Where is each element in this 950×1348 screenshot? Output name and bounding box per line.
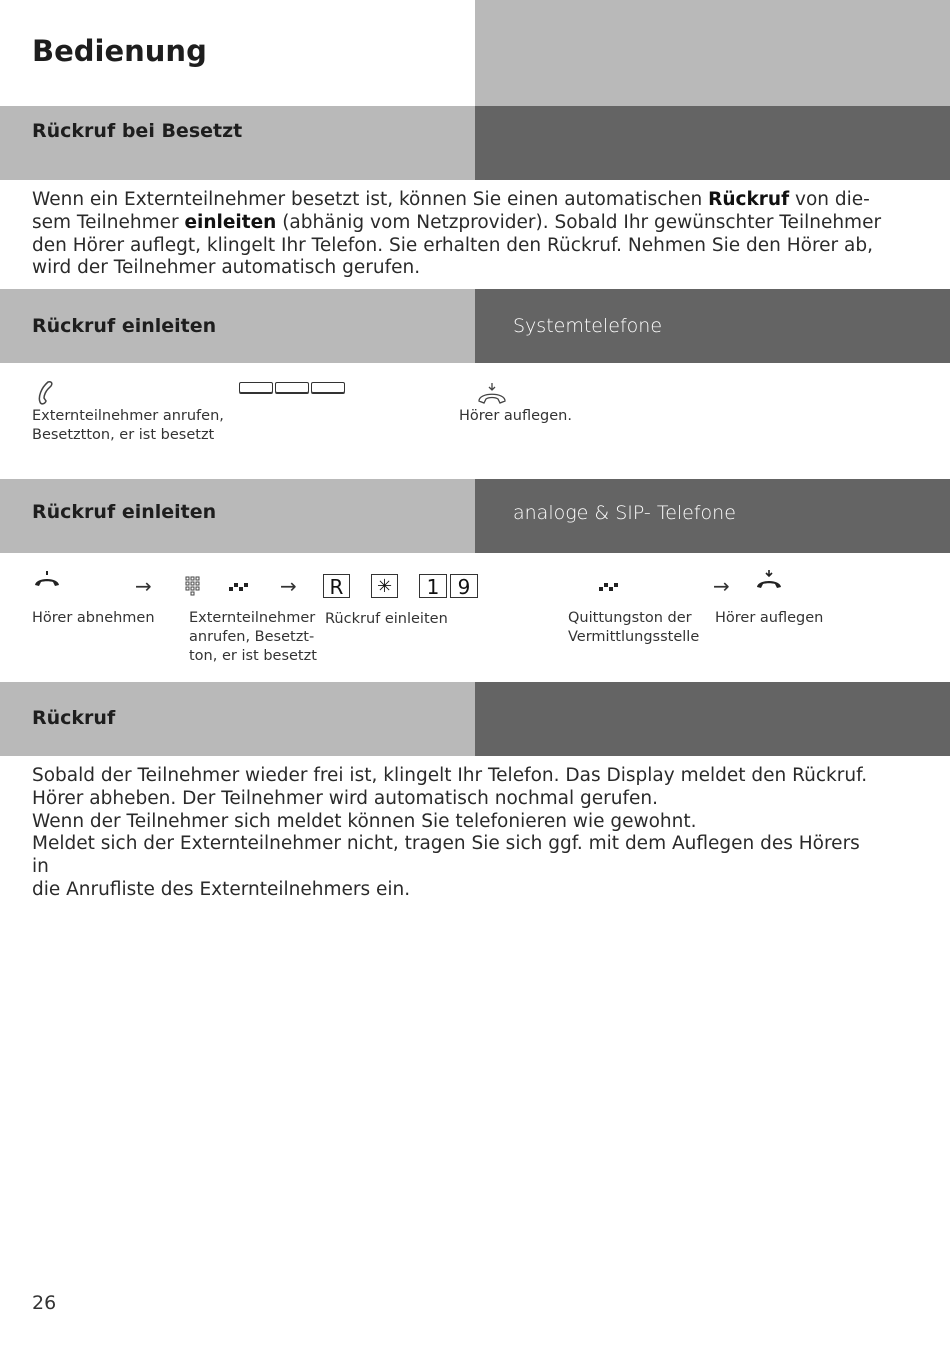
paragraph-line: Wenn der Teilnehmer sich meldet können Sie telefonieren wie gewohnt. (32, 810, 697, 832)
arrow-icon: → (135, 574, 152, 598)
section-bar-right (475, 682, 950, 756)
intro-line: den Hörer auflegt, klingelt Ihr Telefon. Sie erhalten den Rückruf. Nehmen Sie den Hörer ab, (32, 234, 874, 256)
softkey-icon (239, 382, 273, 393)
key-r: R (323, 574, 350, 598)
section-bar-right (475, 106, 950, 180)
caption-line: Externteilnehmer (189, 610, 316, 626)
keypad-icon (185, 576, 201, 596)
section-heading-rueckruf: Rückruf (32, 707, 116, 729)
paragraph-line: Sobald der Teilnehmer wieder frei ist, klingelt Ihr Telefon. Das Display meldet den Rückruf. (32, 765, 868, 786)
section-heading-besetzt: Rückruf bei Besetzt (32, 120, 243, 142)
softkey-icon (311, 382, 345, 393)
intro-text: (abhänig vom Netzprovider). Sobald Ihr gewünschter Teilnehmer (276, 211, 882, 233)
softkey-bar-icon (239, 382, 345, 393)
rueckruf-paragraph (32, 765, 882, 902)
handset-icon (36, 380, 56, 406)
intro-text: Wenn ein Externteilnehmer besetzt ist, können Sie einen automatischen (32, 189, 709, 210)
caption-lift: Hörer abnehmen (32, 610, 155, 626)
busy-tone-icon (229, 582, 249, 592)
softkey-icon (275, 382, 309, 393)
caption-line: anrufen, Besetzt- (189, 629, 315, 645)
hang-up-icon (756, 570, 782, 590)
system-step1-caption (32, 407, 224, 445)
paragraph-line: Meldet sich der Externteilnehmer nicht, tragen Sie sich ggf. mit dem Auflegen des Hörers in (32, 833, 860, 878)
caption-line: Besetztton, er ist besetzt (32, 427, 215, 443)
paragraph-line: die Anrufliste des Externteilnehmers ein. (32, 878, 411, 900)
device-label-system: Systemtelefone (513, 315, 663, 337)
key-star: ✳ (371, 574, 398, 598)
caption-line: Quittungston der (568, 610, 692, 626)
caption-start: Rückruf einleiten (325, 611, 448, 627)
caption-line: ton, er ist besetzt (189, 648, 317, 664)
device-label-analog: analoge & SIP- Telefone (513, 502, 736, 524)
lift-handset-icon (34, 570, 60, 588)
arrow-icon: → (713, 574, 730, 598)
section-heading-system: Rückruf einleiten (32, 315, 217, 337)
system-step2-caption: Hörer auflegen. (459, 408, 572, 424)
caption-hangup: Hörer auflegen (715, 610, 824, 626)
intro-text: sem Teilnehmer (32, 211, 185, 233)
page-number: 26 (32, 1292, 57, 1314)
intro-line: wird der Teilnehmer automatisch gerufen. (32, 257, 421, 279)
caption-ack (568, 609, 699, 647)
key-9: 9 (450, 574, 478, 598)
section-bar-left (0, 106, 475, 180)
caption-line: Vermittlungsstelle (568, 629, 700, 645)
key-1: 1 (419, 574, 447, 598)
intro-bold-einleiten: einleiten (184, 211, 277, 233)
section-heading-analog: Rückruf einleiten (32, 501, 217, 523)
header-right-block (475, 0, 950, 106)
ack-tone-icon (599, 582, 619, 592)
caption-line: Externteilnehmer anrufen, (32, 408, 224, 424)
paragraph-line: Hörer abheben. Der Teilnehmer wird automatisch nochmal gerufen. (32, 787, 659, 809)
arrow-icon: → (280, 574, 297, 598)
hang-up-icon (477, 382, 507, 406)
intro-bold-rueckruf: Rückruf (708, 189, 790, 210)
intro-paragraph (32, 189, 882, 280)
intro-text: von die- (789, 189, 870, 210)
caption-dial (189, 609, 317, 666)
page-title: Bedienung (32, 34, 207, 68)
